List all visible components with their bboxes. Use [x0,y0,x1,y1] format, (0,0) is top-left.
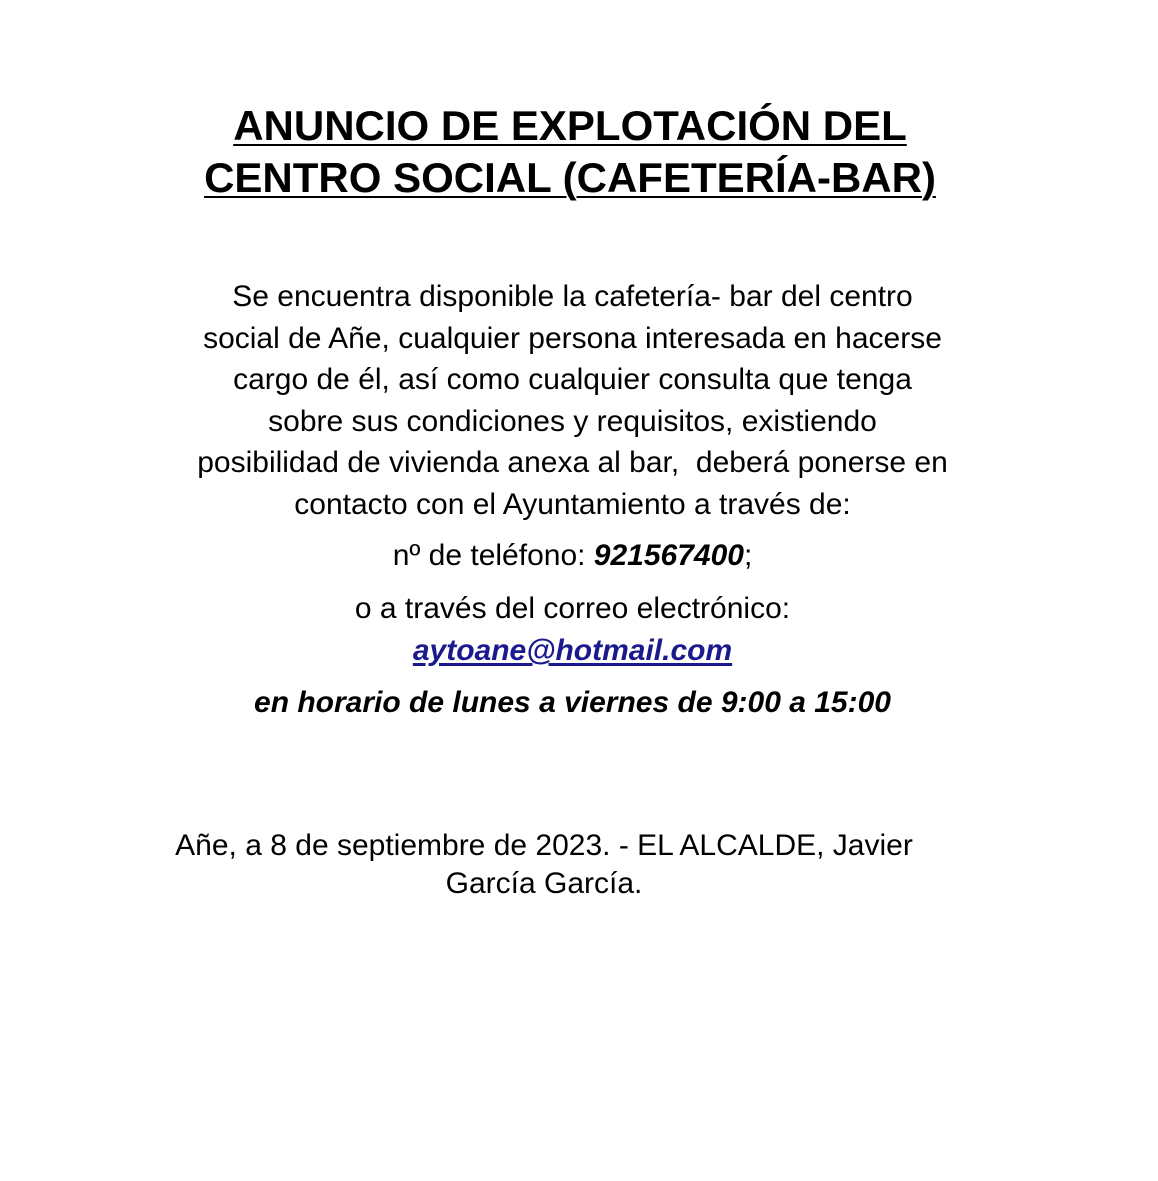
page-title [120,100,1020,204]
body-line-6: contacto con el Ayuntamiento a través de: [294,487,851,521]
body-line-4: sobre sus condiciones y requisitos, existiendo [268,404,877,438]
signature-line-2: García García. [445,867,643,900]
body-line-3: cargo de él, así como cualquier consulta que tenga [233,363,912,396]
office-hours: en horario de lunes a viernes de 9:00 a 15:00 [254,686,891,719]
announcement-body [100,276,1045,525]
signature-line-1: Añe, a 8 de septiembre de 2023. - EL ALCALDE, Javier [175,829,913,862]
body-line-1: Se encuentra disponible la cafetería- bar del centro [232,280,913,313]
phone-suffix: ; [743,539,753,572]
signature-block [120,827,968,903]
email-line [100,588,1045,672]
body-line-2: social de Añe, cualquier persona interesada en hacerse [203,321,942,355]
email-intro: o a través del correo electrónico: [354,592,791,625]
email-link[interactable]: aytoane@hotmail.com [412,634,733,667]
phone-line [100,535,1045,576]
phone-label: nº de teléfono: [392,539,594,572]
title-line-1: ANUNCIO DE EXPLOTACIÓN DEL [233,102,907,149]
title-line-2: CENTRO SOCIAL (CAFETERÍA-BAR) [204,154,936,201]
phone-number: 921567400 [593,539,744,572]
body-line-5: posibilidad de vivienda anexa al bar, deberá ponerse en [197,446,948,479]
